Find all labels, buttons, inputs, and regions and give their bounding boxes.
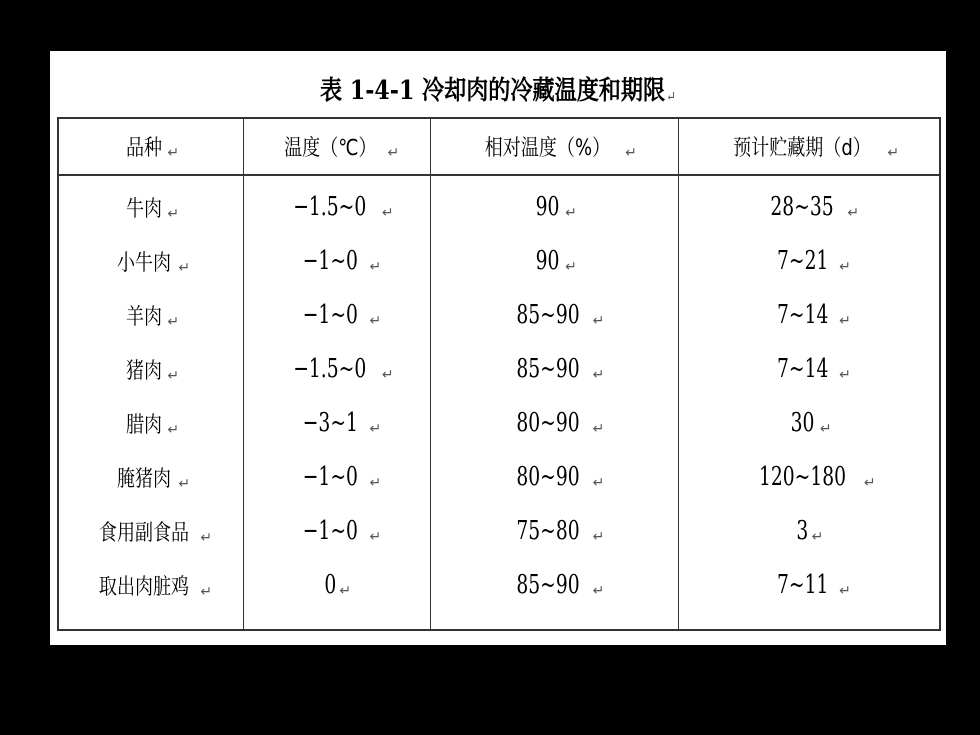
table-row [58,175,940,234]
cell-humidity: 80~90 ↵ [430,396,678,450]
table-row [58,504,940,558]
cell-humidity: 85~90 ↵ [430,342,678,396]
cell-temperature: −1~0 ↵ [243,234,430,288]
paragraph-mark-icon: ↵ [625,145,637,161]
cell-temperature: −1.5~0 ↵ [243,342,430,396]
table-title [117,71,879,111]
table-empty-row [58,612,940,630]
cell-variety: 小牛肉 ↵ [58,234,243,288]
cell-humidity: 85~90 ↵ [430,288,678,342]
cell-variety: 腊肉 ↵ [58,396,243,450]
cell-variety: 食用副食品 ↵ [58,504,243,558]
cell-humidity: 75~80 ↵ [430,504,678,558]
cell-temperature: −3~1 ↵ [243,396,430,450]
cell-temperature: −1~0 ↵ [243,450,430,504]
cell-variety: 羊肉 ↵ [58,288,243,342]
cell-variety: 牛肉 ↵ [58,175,243,234]
paragraph-mark-icon: ↵ [665,89,676,105]
cell-storage-period: 30 ↵ [678,396,940,450]
table-title-text: 表 1-4-1 冷却肉的冷藏温度和期限 [320,76,666,106]
column-header-temperature: 温度（℃） ↵ [243,118,430,175]
table-row [58,558,940,612]
cell-temperature: −1.5~0 ↵ [243,175,430,234]
cell-storage-period: 7~14 ↵ [678,342,940,396]
cell-storage-period: 120~180 ↵ [678,450,940,504]
cell-storage-period: 7~21 ↵ [678,234,940,288]
column-header-storage-period: 预计贮藏期（d） ↵ [678,118,940,175]
table-row [58,288,940,342]
column-header-humidity: 相对温度（%） ↵ [430,118,678,175]
table-row [58,450,940,504]
cell-storage-period: 7~14 ↵ [678,288,940,342]
paragraph-mark-icon: ↵ [167,145,180,161]
cell-storage-period: 28~35 ↵ [678,175,940,234]
cell-storage-period: 3 ↵ [678,504,940,558]
cell-storage-period: 7~11 ↵ [678,558,940,612]
table-header-row [58,118,940,175]
table-row [58,396,940,450]
cell-temperature: −1~0 ↵ [243,504,430,558]
table-row [58,234,940,288]
table-row [58,342,940,396]
cell-temperature: 0 ↵ [243,558,430,612]
cell-humidity: 80~90 ↵ [430,450,678,504]
cell-humidity: 90 ↵ [430,175,678,234]
meat-storage-table [57,117,941,631]
column-header-variety: 品种 ↵ [58,118,243,175]
cell-variety: 腌猪肉 ↵ [58,450,243,504]
cell-temperature: −1~0 ↵ [243,288,430,342]
cell-humidity: 90 ↵ [430,234,678,288]
cell-variety: 猪肉 ↵ [58,342,243,396]
paragraph-mark-icon: ↵ [887,145,900,161]
cell-variety: 取出肉脏鸡 ↵ [58,558,243,612]
document-page [50,51,946,645]
cell-humidity: 85~90 ↵ [430,558,678,612]
paragraph-mark-icon: ↵ [387,145,400,161]
